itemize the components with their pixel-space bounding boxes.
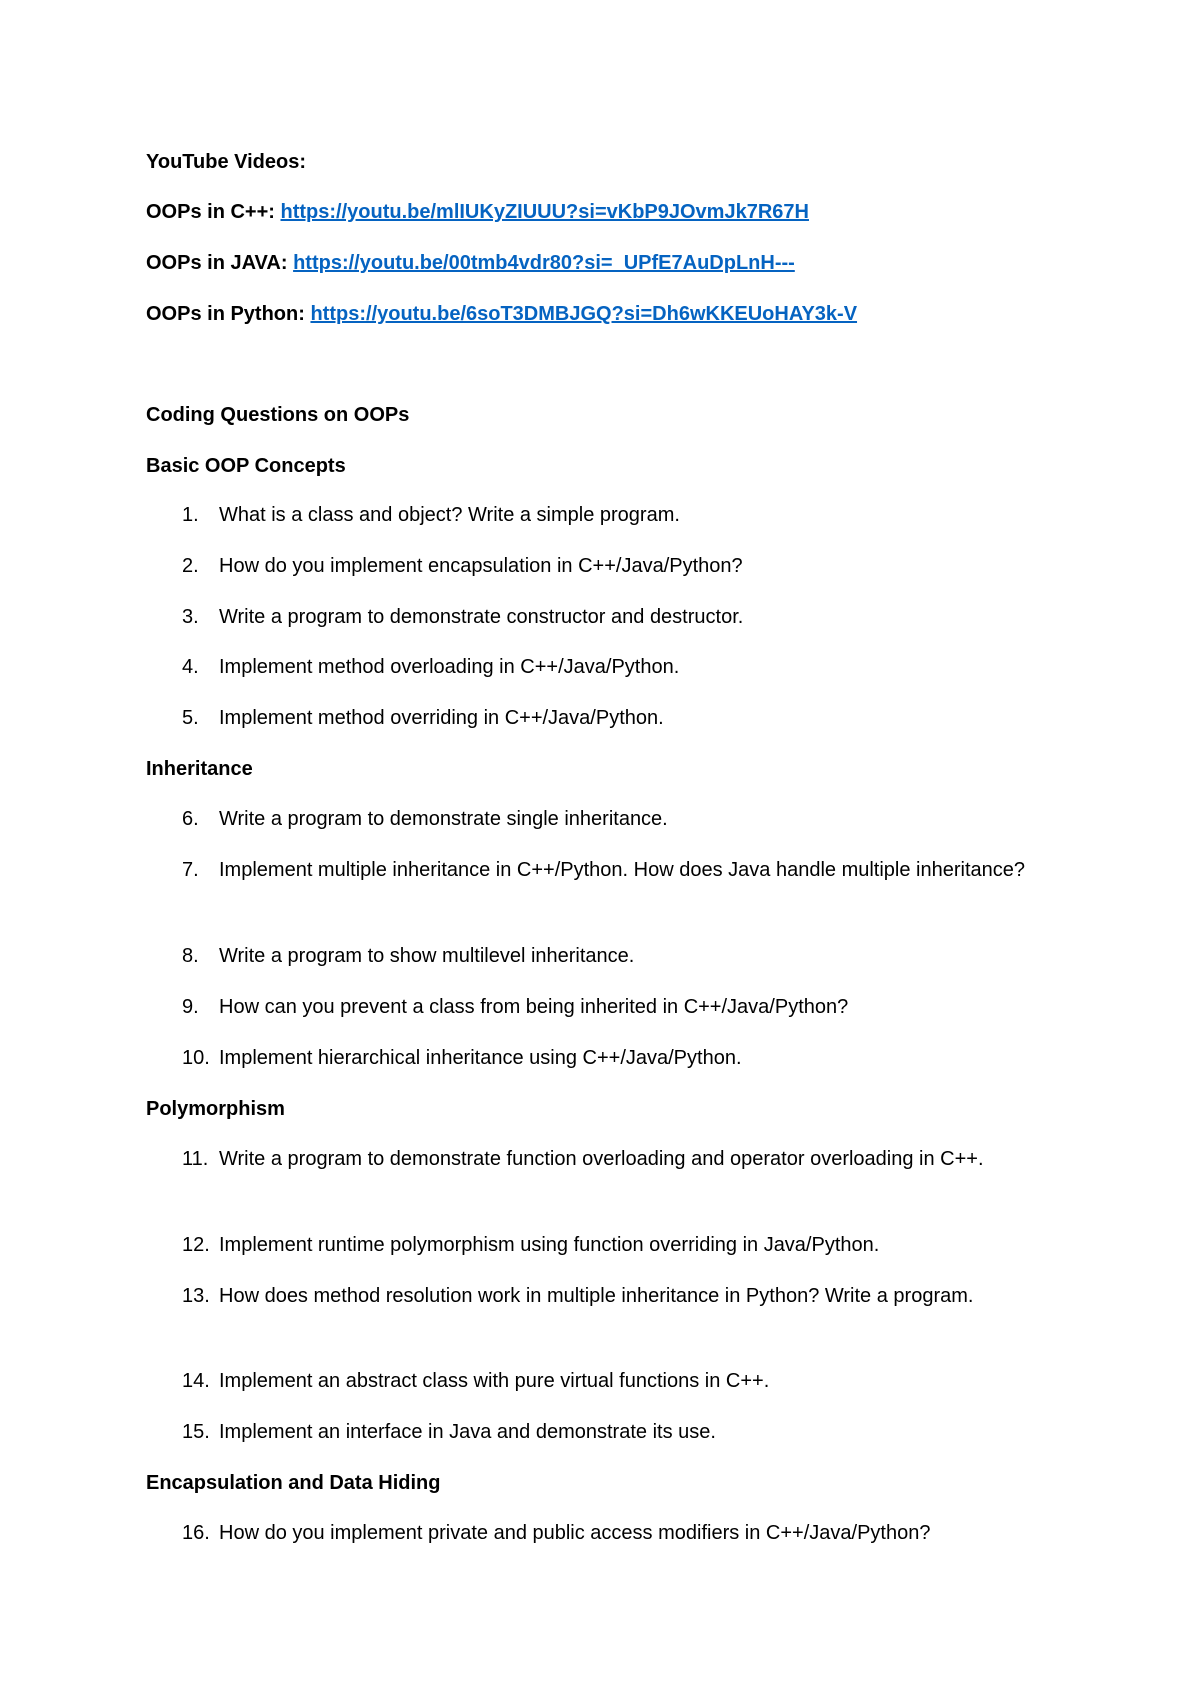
- list-item-number: 8.: [182, 945, 199, 967]
- list-item: [146, 853, 1046, 888]
- youtube-link-label: OOPs in JAVA:: [146, 252, 288, 274]
- youtube-link-java[interactable]: https://youtu.be/00tmb4vdr80?si=_UPfE7AuDpLnH---: [293, 252, 795, 274]
- list-item: [146, 1415, 1046, 1450]
- list-item: [146, 939, 1046, 974]
- youtube-link-label: OOPs in Python:: [146, 303, 305, 325]
- list-item-number: 12.: [182, 1234, 210, 1256]
- list-item: [146, 1364, 1046, 1399]
- list-item-text: Write a program to demonstrate single inheritance.: [219, 808, 668, 830]
- list-item-text: How do you implement encapsulation in C++/Java/Python?: [219, 555, 743, 577]
- list-item-text: Implement multiple inheritance in C++/Python. How does Java handle multiple inheritance?: [219, 859, 1026, 881]
- list-item: [146, 1279, 1046, 1314]
- youtube-link-row-python: [146, 302, 857, 326]
- youtube-link-row-java: [146, 251, 795, 275]
- list-item-number: 10.: [182, 1047, 210, 1069]
- list-item-text: Implement method overloading in C++/Java/Python.: [219, 656, 680, 678]
- list-item: [146, 1516, 1046, 1551]
- list-item-text: How can you prevent a class from being inherited in C++/Java/Python?: [219, 996, 849, 1018]
- list-item-text: How do you implement private and public access modifiers in C++/Java/Python?: [219, 1522, 931, 1544]
- list-item: [146, 650, 1046, 685]
- list-item-number: 14.: [182, 1370, 210, 1392]
- youtube-link-python[interactable]: https://youtu.be/6soT3DMBJGQ?si=Dh6wKKEUoHAY3k-V: [310, 303, 858, 325]
- list-item: [146, 802, 1046, 837]
- list-item-number: 1.: [182, 504, 199, 526]
- list-item-text: What is a class and object? Write a simple program.: [219, 504, 680, 526]
- list-item-number: 13.: [182, 1285, 210, 1307]
- list-item-text: Implement an interface in Java and demonstrate its use.: [219, 1421, 716, 1443]
- list-item: [146, 498, 1046, 533]
- youtube-link-label: OOPs in C++:: [146, 201, 275, 223]
- section-heading-polymorphism: Polymorphism: [146, 1098, 285, 1120]
- list-item: [146, 1228, 1046, 1263]
- list-item-number: 5.: [182, 707, 199, 729]
- list-item-text: Implement hierarchical inheritance using C++/Java/Python.: [219, 1047, 742, 1069]
- list-item-number: 7.: [182, 859, 199, 881]
- youtube-link-row-cpp: [146, 200, 809, 224]
- list-item-number: 3.: [182, 606, 199, 628]
- list-item: [146, 1142, 1046, 1177]
- list-item-number: 11.: [182, 1148, 209, 1170]
- list-item: [146, 701, 1046, 736]
- list-item-text: Implement runtime polymorphism using function overriding in Java/Python.: [219, 1234, 880, 1256]
- coding-title: Coding Questions on OOPs: [146, 404, 410, 426]
- list-item-number: 15.: [182, 1421, 210, 1443]
- list-item-text: Implement an abstract class with pure virtual functions in C++.: [219, 1370, 770, 1392]
- list-item: [146, 1041, 1046, 1076]
- section-heading-encapsulation: Encapsulation and Data Hiding: [146, 1472, 441, 1494]
- section-heading-basic: Basic OOP Concepts: [146, 455, 346, 477]
- youtube-link-cpp[interactable]: https://youtu.be/mlIUKyZIUUU?si=vKbP9JOvmJk7R67H: [280, 201, 809, 223]
- list-item-text: Write a program to demonstrate function overloading and operator overloading in C++.: [219, 1148, 984, 1170]
- list-item-number: 6.: [182, 808, 199, 830]
- section-heading-inheritance: Inheritance: [146, 758, 253, 780]
- list-item-number: 9.: [182, 996, 199, 1018]
- list-item: [146, 600, 1046, 635]
- list-item-text: Implement method overriding in C++/Java/Python.: [219, 707, 664, 729]
- list-item-text: Write a program to show multilevel inheritance.: [219, 945, 635, 967]
- list-item-text: How does method resolution work in multiple inheritance in Python? Write a program.: [219, 1285, 974, 1307]
- list-item: [146, 990, 1046, 1025]
- list-item-text: Write a program to demonstrate constructor and destructor.: [219, 606, 744, 628]
- youtube-heading: YouTube Videos:: [146, 151, 307, 173]
- list-item-number: 16.: [182, 1522, 210, 1544]
- list-item-number: 4.: [182, 656, 199, 678]
- list-item-number: 2.: [182, 555, 199, 577]
- list-item: [146, 549, 1046, 584]
